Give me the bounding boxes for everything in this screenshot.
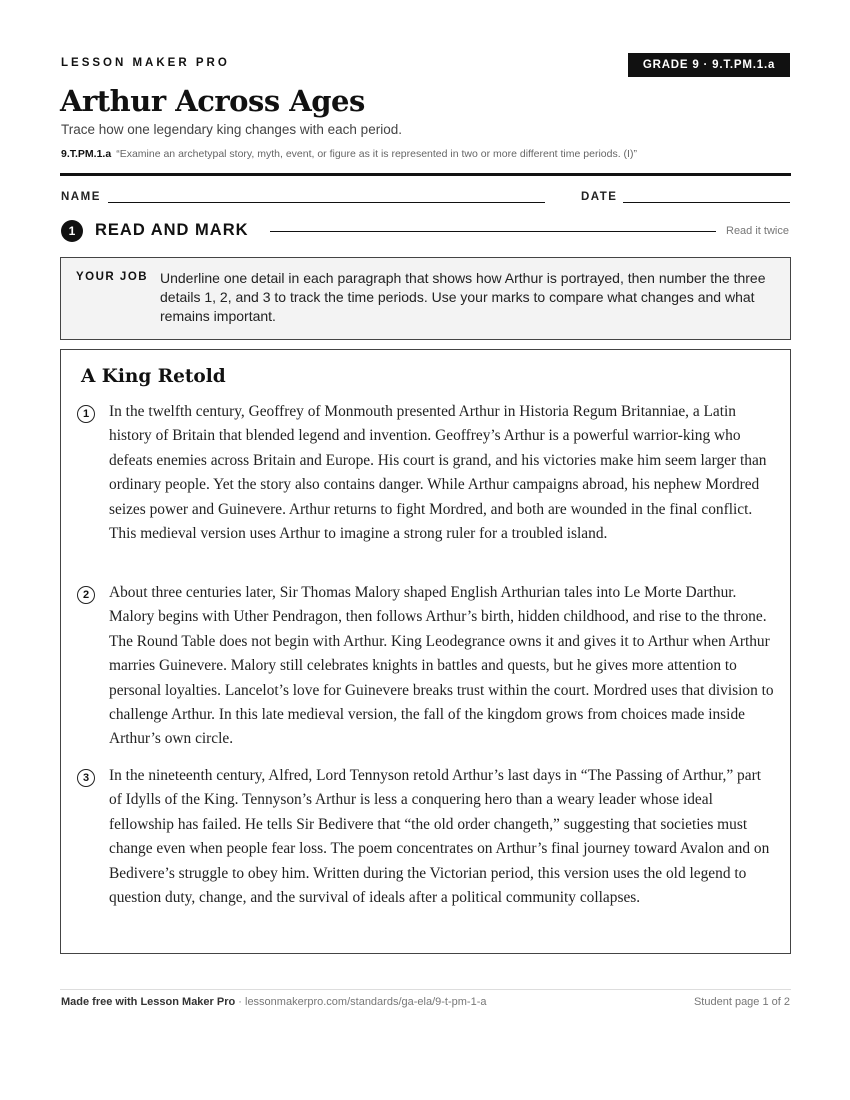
paragraph-number-2: 2	[77, 586, 95, 604]
section-rule	[270, 231, 716, 232]
job-label: YOUR JOB	[76, 271, 149, 283]
name-label: NAME	[61, 191, 101, 203]
footer-divider	[60, 989, 791, 990]
date-field-line[interactable]	[623, 202, 790, 203]
date-label: DATE	[581, 191, 618, 203]
job-box	[60, 257, 791, 340]
section-note: Read it twice	[726, 225, 789, 237]
header-divider	[60, 173, 791, 176]
passage-paragraph-1: In the twelfth century, Geoffrey of Monmouth presented Arthur in Historia Regum Britanniae, a Latin history of Britain that blended legend and invention. Geoffrey’s Arthur is a powerful warrior-king who defeats enemies across Britain and Europe. His court is grand, and his victories make him seem larger than ordinary people. Yet the story also contains danger. While Arthur campaigns abroad, his nephew Mordred seizes power and Guinevere. Arthur returns to fight Mordred, and both are wounded in the final conflict. This medieval version uses Arthur to imagine a strong ruler for a troubled island.	[109, 403, 767, 543]
standard-line	[61, 148, 637, 160]
standard-text: “Examine an archetypal story, myth, event, or figure as it is represented in two or more different time periods. (I)”	[116, 148, 637, 160]
brand-label: LESSON MAKER PRO	[61, 57, 230, 69]
page-title: Arthur Across Ages	[60, 84, 365, 118]
standard-code: 9.T.PM.1.a	[61, 148, 112, 160]
paragraph-number-3: 3	[77, 769, 95, 787]
footer-credit	[61, 996, 486, 1008]
section-title: READ AND MARK	[95, 221, 249, 239]
paragraph-number-1: 1	[77, 405, 95, 423]
passage-paragraph-3: In the nineteenth century, Alfred, Lord Tennyson retold Arthur’s last days in “The Passing of Arthur,” part of Idylls of the King. Tennyson’s Arthur is less a conquering hero than a weary leader whose ideal fellowship has failed. He tells Sir Bedivere that “the old order changeth,” suggesting that societies must change even when people fear loss. The poem concentrates on Arthur’s final journey toward Avalon and on Bedivere’s struggle to obey him. Written during the Victorian period, this version uses the old legend to question duty, change, and the survival of ideals after a political community collapses.	[109, 767, 770, 907]
passage-box	[60, 349, 791, 954]
footer-page-number: Student page 1 of 2	[693, 996, 790, 1008]
job-instructions: Underline one detail in each paragraph that shows how Arthur is portrayed, then number the three details 1, 2, and 3 to track the time periods. Use your marks to compare what changes and what remains important.	[160, 270, 766, 324]
footer-made-with: Made free with Lesson Maker Pro	[61, 996, 236, 1008]
grade-badge: GRADE 9 · 9.T.PM.1.a	[628, 53, 790, 77]
page-subtitle: Trace how one legendary king changes with each period.	[61, 122, 402, 137]
footer-url: · lessonmakerpro.com/standards/ga-ela/9-t-pm-1-a	[235, 996, 487, 1008]
section-number-badge: 1	[61, 220, 83, 242]
passage-paragraph-2: About three centuries later, Sir Thomas Malory shaped English Arthurian tales into Le Morte Darthur. Malory begins with Uther Pendragon, then follows Arthur’s birth, hidden childhood, and rise to the throne. The Round Table does not begin with Arthur. King Leodegrance owns it and gives it to Arthur when Arthur marries Guinevere. Malory still celebrates knights in battles and quests, but he gives more attention to personal loyalties. Lancelot’s love for Guinevere breaks trust within the court. Mordred uses that division to challenge Arthur. In this late medieval version, the fall of the kingdom grows from choices made inside Arthur’s own circle.	[109, 584, 774, 748]
passage-title: A King Retold	[81, 366, 226, 387]
name-field-line[interactable]	[108, 202, 545, 203]
